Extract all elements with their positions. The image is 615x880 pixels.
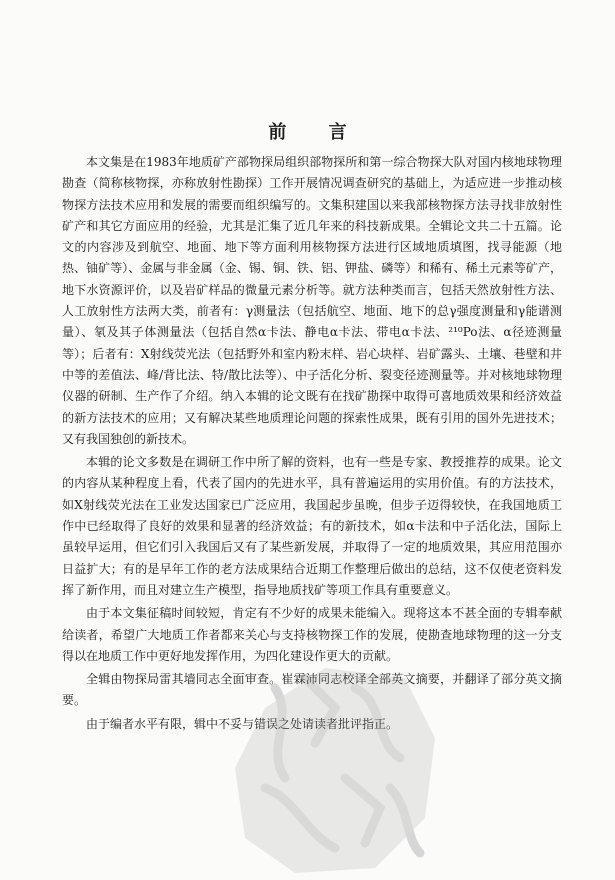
paragraph: 本辑的论文多数是在调研工作中所了解的资料，也有一些是专家、教授推荐的成果。论文的内容从某种程度上看，代表了国内的先进水平，具有普遍运用的实用价值。有的方法技术，如X射线荧光法在工业发达国家已广泛应用，我国起步虽晚，但步子迈得较快，在我国地质工作中已经取得了良好的效果和显著的经济效益；有的新技术，如α卡法和中子活化法，国际上虽较早运用，但它们引入我国后又有了某些新发展，并取得了一定的地质效果，其应用范围亦日益扩大；有的是早年工作的老方法成果结合近期工作整理后做出的总结，这不仅使老资料发挥了新作用，而且对建立生产模型，指导地质找矿等项工作具有重要意义。 [62, 455, 562, 597]
paragraph: 由于编者水平有限，辑中不妥与错误之处请读者批评指正。 [86, 716, 399, 731]
paragraph: 由于本文集征稿时间较短，肯定有不少好的成果未能编入。现将这本不甚全面的专辑奉献给读者，希望广大地质工作者都来关心与支持核物探工作的发展，使勘查地球物理的这一分支得以在地质工作中更好地发挥作用，为四化建设作更大的贡献。 [62, 606, 562, 663]
preface-body [62, 152, 562, 737]
paragraph: 全辑由物探局雷其墙同志全面审查。崔霖沛同志校译全部英文摘要，并翻译了部分英文摘要。 [62, 672, 562, 708]
paragraph: 本文集是在1983年地质矿产部物探局组织部物探所和第一综合物探大队对国内核地球物理勘查（简称核物探，亦称放射性勘探）工作开展情况调查研究的基础上，为适应进一步推动核物探方法技术应用和发展的需要而组织编写的。文集积建国以来我部核物探方法寻找非放射性矿产和其它方面应用的经验，尤其是汇集了近几年来的科技新成果。全辑论文共二十五篇。论文的内容涉及到航空、地面、地下等方面利用核物探方法进行区域地质填图，找寻能源（地热、铀矿等）、金属与非金属（金、锡、铜、铁、铝、钾盐、磷等）和稀有、稀土元素等矿产，地下水资源评价，以及岩矿样品的微量元素分析等。就方法种类而言，包括天然放射性方法、人工放射性方法两大类，前者有：γ测量法（包括航空、地面、地下的总γ强度测量和γ能谱测量）、氡及其子体测量法（包括自然α卡法、静电α卡法、带电α卡法、²¹⁰Po法、α径迹测量等）；后者有：X射线荧光法（包括野外和室内粉末样、岩心块样、岩矿露头、土壤、巷壁和井中等的差值法、峰/背比法、特/散比法等）、中子活化分析、裂变径迹测量等。并对核地球物理仪器的研制、生产作了介绍。纳入本辑的论文既有在找矿勘探中取得可喜地质效果和经济效益的新方法技术的应用；又有解决某些地质理论问题的探索性成果，既有引用的国外先进技术；又有我国独创的新技术。 [62, 155, 562, 446]
page-title: 前 言 [268, 122, 365, 143]
